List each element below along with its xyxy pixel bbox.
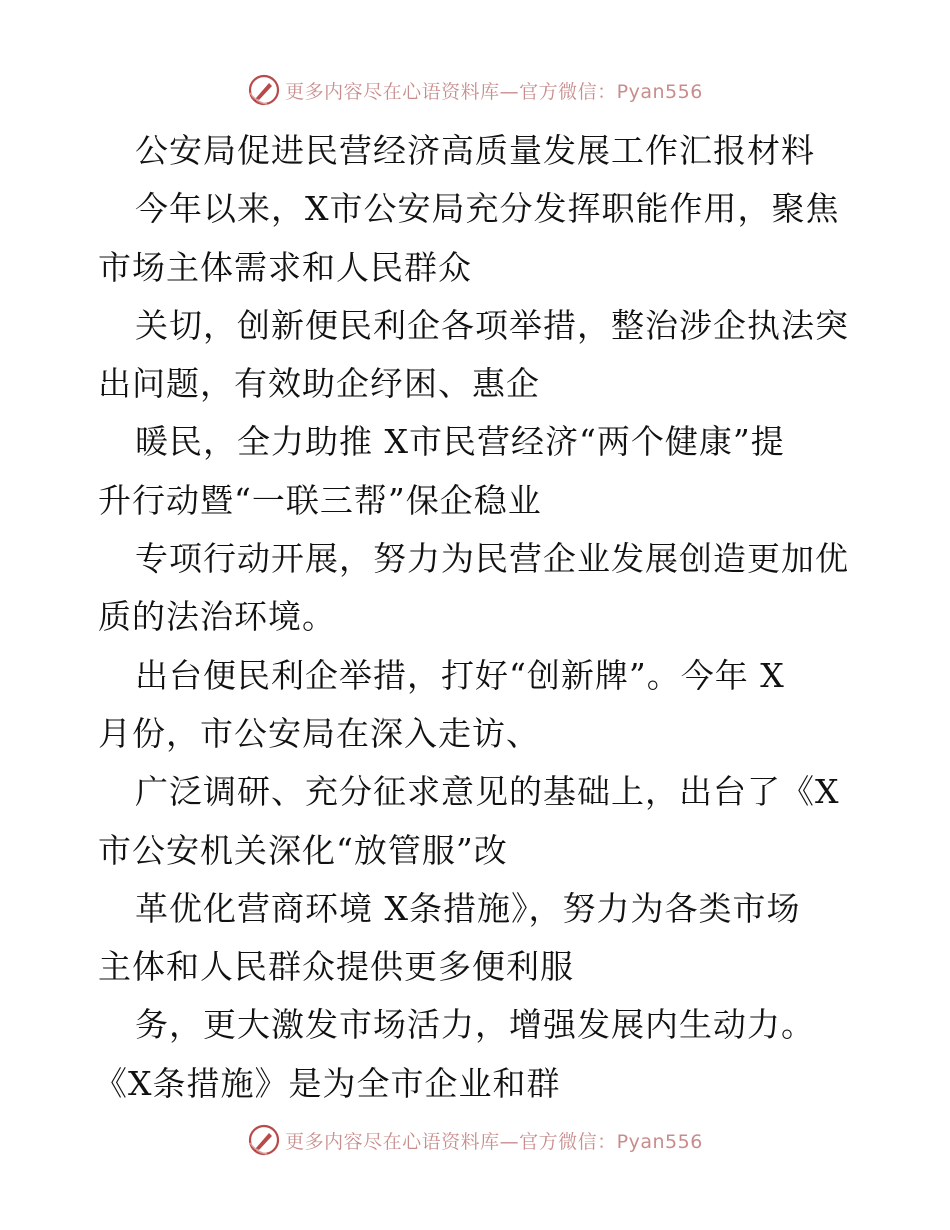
text-line: 暖民，全力助推 X市民营经济“两个健康”提 [135, 422, 785, 462]
text-line: 市公安机关深化“放管服”改 [98, 830, 508, 870]
text-line: 月份，市公安局在深入走访、 [98, 713, 540, 753]
pen-circle-logo-icon [247, 1123, 281, 1157]
pen-circle-logo-icon [247, 73, 281, 107]
text-line: 市场主体需求和人民群众 [98, 247, 472, 287]
footer-banner [0, 1120, 950, 1160]
text-line: 《X条措施》是为全市企业和群 [94, 1063, 561, 1103]
text-line: 务，更大激发市场活力，增强发展内生动力。 [135, 1005, 815, 1045]
footer-banner-text: 更多内容尽在心语资料库—官方微信：Pyan556 [285, 1130, 703, 1153]
document-body [94, 122, 858, 1113]
text-line: 主体和人民群众提供更多便利服 [98, 947, 574, 987]
text-line: 质的法治环境。 [98, 597, 336, 637]
text-line: 关切，创新便民利企各项举措，整治涉企执法突 [135, 305, 849, 345]
text-line: 广泛调研、充分征求意见的基础上，出台了《X [135, 772, 840, 812]
text-line: 专项行动开展，努力为民营企业发展创造更加优 [135, 539, 849, 579]
header-banner-text: 更多内容尽在心语资料库—官方微信：Pyan556 [285, 80, 703, 103]
text-line: 升行动暨“一联三帮”保企稳业 [98, 480, 542, 520]
text-line: 革优化营商环境 X条措施》，努力为各类市场 [135, 888, 801, 928]
text-line: 出台便民利企举措，打好“创新牌”。今年 X [135, 655, 785, 695]
text-line: 出问题，有效助企纾困、惠企 [98, 364, 540, 404]
header-banner [0, 70, 950, 110]
document-title: 公安局促进民营经济高质量发展工作汇报材料 [135, 131, 815, 170]
text-line: 今年以来，X市公安局充分发挥职能作用，聚焦 [135, 189, 840, 229]
